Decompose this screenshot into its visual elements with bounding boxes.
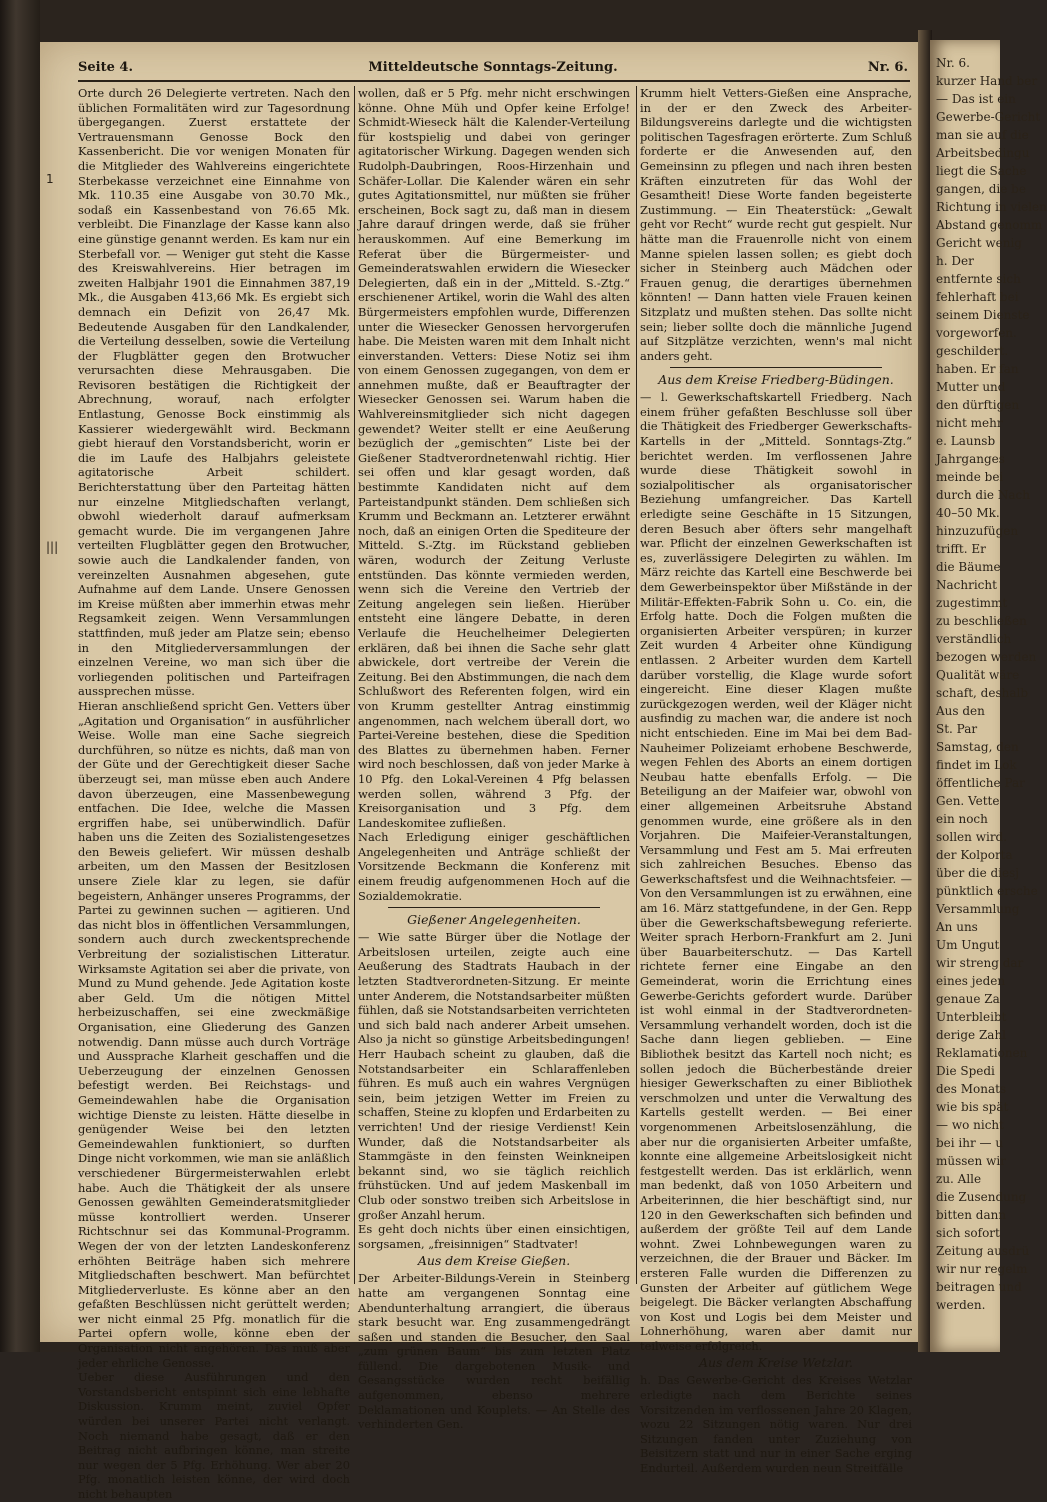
- adjacent-page-line: verständlich: [936, 632, 1012, 646]
- adjacent-page-line: genaue Za: [936, 992, 1000, 1006]
- adjacent-page-line: bezogen werden: [936, 650, 1037, 664]
- page-label: Seite 4.: [78, 60, 133, 75]
- article-column-3: [640, 86, 912, 1476]
- issue-number: Nr. 6.: [867, 60, 908, 75]
- adjacent-page-line: man sie auf die: [936, 128, 1029, 142]
- adjacent-page-line: Nachricht: [936, 578, 997, 592]
- adjacent-page-line: die Bäume: [936, 560, 1001, 574]
- adjacent-page-line: pünktlich ersche: [936, 884, 1038, 898]
- adjacent-page-line: Richtung in vielen: [936, 200, 1047, 214]
- article-column-1: [78, 86, 350, 1501]
- article-paragraph: — l. Gewerkschaftskartell Friedberg. Nach einem früher gefaßten Beschlusse soll über die Thätigkeit des Friedberger Gewerkschafts-Kartells in der „Mitteld. Sonntags-Ztg.“ berichtet werden. Im verflossenen Jahre wurde diese Thätigkeit sowohl in sozialpolitischer als organisatorischer Beziehung umfangreicher. Das Kartell erledigte seine Geschäfte in 15 Sitzungen, deren Besuch aber öfters sehr mangelhaft war. Pflicht der einzelnen Gewerkschaften ist es, zuverlässigere Delegirten zu wählen. Im März reichte das Kartell eine Beschwerde bei dem Gewerbeinspektor über Mißstände in der Militär-Effekten-Fabrik Sohn u. Co. ein, die Erfolg hatte. Doch die Folgen mußten die organisierten Arbeiter verspüren; in kurzer Zeit wurden 4 Arbeiter ohne Kündigung entlassen. 2 Arbeiter wurden dem Kartell darüber vorstellig, die Klage wurde sofort eingereicht. Eine dieser Klagen mußte zurückgezogen werden, weil der Kläger nicht ausfindig zu machen war, die andere ist noch nicht entschieden. Eine im Mai bei dem Bad-Nauheimer Polizeiamt erhobene Beschwerde, wegen Fehlen des Aborts an einem dortigen Neubau hatte ebenfalls Erfolg. — Die Beteiligung an der Maifeier war, obwohl von einer allgemeinen Arbeitsruhe Abstand genommen wurde, eine größere als in den Vorjahren. Die Maifeier-Veranstaltungen, Versammlung und Fest am 5. Mai erfreuten sich zahlreichen Besuches. Ebenso das Gewerkschaftsfest und die Weihnachtsfeier. — Von den Versammlungen ist zu erwähnen, eine am 16. März stattgefundene, in der Gen. Repp über die Gewerkschaftsbewegung referierte. Weiter sprach Herborn-Frankfurt am 2. Juni über Bauarbeiterschutz. — Das Kartell richtete ferner eine Eingabe an den Gemeinderat, worin die Errichtung eines Gewerbe-Gerichts gefordert wurde. Darüber ist wohl einmal in der Stadtverordneten-Versammlung verhandelt worden, doch ist die Sache dann liegen geblieben. — Eine Bibliothek besitzt das Kartell noch nicht; es sollen jedoch die Bücherbestände dreier hiesiger Gewerkschaften zu einer Bibliothek verschmolzen und unter die Verwaltung des Kartells gestellt werden. — Bei einer vorgenommenen Arbeitslosenzählung, die aber nur die organisierten Arbeiter umfaßte, konnte eine allgemeine Arbeitslosigkeit nicht festgestellt werden. Das ist erklärlich, wenn man bedenkt, daß von 1050 Arbeitern und Arbeiterinnen, die hier beschäftigt sind, nur 120 in den Gewerkschaften sich befinden und außerdem der größte Teil auf dem Lande wohnt. Zwei Lohnbewegungen waren zu verzeichnen, die der Brauer und Bäcker. Im ersteren Falle wurden die Differenzen zu Gunsten der Arbeiter auf gütlichem Wege beigelegt. Die Bäcker verlangten Abschaffung von Kost und Logis bei dem Meister und Lohnerhöhung, waren aber damit nur teilweise erfolgreich.: [640, 390, 912, 1353]
- adjacent-page-line: Qualität wäre: [936, 668, 1020, 682]
- article-paragraph: Krumm hielt Vetters-Gießen eine Ansprache, in der er den Zweck des Arbeiter-Bildungsvereins darlegte und die wichtigsten politischen Tagesfragen erörterte. Zum Schluß forderte er die Anwesenden auf, den Gemeinsinn zu pflegen und nach ihren besten Kräften einzutreten für das Wohl der Gesamtheit! Diese Worte fanden begeisterte Zustimmung. — Ein Theaterstück: „Gewalt geht vor Recht“ wurde recht gut gespielt. Nur hätte man die Frauenrolle nicht von einem Manne spielen lassen sollen; es giebt doch sicher in Steinberg auch Mädchen oder Frauen genug, die derartiges übernehmen könnten! — Dann hatten viele Frauen keinen Sitzplatz und mußten stehen. Das sollte nicht sein; lieber sollte doch die männliche Jugend auf Sitzplätze verzichten, wenn's mal nicht anders geht.: [640, 86, 912, 363]
- article-paragraph: Es geht doch nichts über einen einsichtigen, sorgsamen, „freisinnigen“ Stadtvater!: [358, 1222, 630, 1251]
- adjacent-page-line: der Kolporta: [936, 848, 1013, 862]
- adjacent-page-line: findet im Lok: [936, 758, 1017, 772]
- adjacent-page-line: wir nur regelm: [936, 1262, 1028, 1276]
- adjacent-page-line: bitten dann: [936, 1208, 1007, 1222]
- article-column-2: [358, 86, 630, 1432]
- adjacent-page-line: kurzer Hand ber: [936, 74, 1038, 88]
- adjacent-page-line: schaft, deshalb: [936, 686, 1028, 700]
- article-paragraph: wollen, daß er 5 Pfg. mehr nicht erschwingen könne. Ohne Müh und Opfer keine Erfolge! Schmidt-Wieseck hält die Kalender-Verteilung für kostspielig und dabei von geringer agitatorischer Wirkung. Dagegen wenden sich Rudolph-Daubringen, Roos-Hirzenhain und Schäfer-Lollar. Die Kalender wären ein sehr gutes Agitationsmittel, nur müßten sie früher erscheinen, Bock sagt zu, daß man in diesem Jahre darauf dringen werde, daß sie früher herauskommen. Auf eine Bemerkung im Referat über die Bürgermeister- und Gemeinderatswahlen erwidern die Wiesecker Delegierten, daß ein in der „Mitteld. S.-Ztg.“ erschienener Artikel, worin die Wahl des alten Bürgermeisters empfohlen wurde, Differenzen unter die Wiesecker Genossen hervorgerufen habe. Die Meisten waren mit dem Inhalt nicht einverstanden. Vetters: Diese Notiz sei ihm von einem Genossen zugegangen, von dem er annehmen mußte, daß er Beauftragter der Wiesecker Genossen sei. Warum haben die Wahlvereinsmitglieder sich nicht dagegen gewendet? Weiter stellt er eine Aeußerung bezüglich der „gemischten“ Liste bei der Gießener Stadtverordnetenwahl richtig. Hier sei offen und klar gesagt worden, daß bestimmte Kandidaten nicht auf dem Parteistandpunkt ständen. Dem schließen sich Krumm und Beckmann an. Letzterer erwähnt noch, daß an einigen Orten die Spediteure der Mitteld. S.-Ztg. im Rückstand geblieben wären, wodurch der Zeitung Verluste entstünden. Das könnte vermieden werden, wenn sich die Vereine den Vertrieb der Zeitung angelegen sein ließen. Hierüber entsteht eine längere Debatte, in deren Verlaufe die Heuchelheimer Delegierten erklären, daß bei ihnen die Sache sehr glatt abwickele, dort vertreibe der Verein die Zeitung. Bei den Abstimmungen, die nach dem Schlußwort des Referenten folgen, wird ein von Krumm gestellter Antrag einstimmig angenommen, nach welchem überall dort, wo Partei-Vereine bestehen, diese die Spedition des Blattes zu übernehmen haben. Ferner wird noch beschlossen, daß von jeder Marke à 10 Pfg. den Lokal-Vereinen 4 Pfg belassen werden sollen, während 3 Pfg. der Kreisorganisation und 3 Pfg. dem Landeskomitee zufließen.: [358, 86, 630, 830]
- adjacent-page-line: — wo nicht: [936, 1118, 1004, 1132]
- adjacent-page-line: gangen, die be: [936, 182, 1026, 196]
- article-paragraph: h. Das Gewerbe-Gericht des Kreises Wetzlar erledigte nach dem Berichte seines Vorsitzenden im verflossenen Jahre 20 Klagen, wozu 22 Sitzungen nötig waren. Nur drei Sitzungen fanden unter Zuziehung von Beisitzern statt und nur in einer Sache erging Endurteil. Außerdem wurden neun Streitfälle: [640, 1373, 912, 1476]
- article-paragraph: Der Arbeiter-Bildungs-Verein in Steinberg hatte am vergangenen Sonntag eine Abendunterhaltung arrangiert, die überaus stark besucht war. Eng zusammengedrängt saßen und standen die Besucher, den Saal „zum grünen Baum“ bis zum letzten Platz füllend. Die dargebotenen Musik- und Gesangsstücke wurden recht beifällig aufgenommen, ebenso mehrere Deklamationen und Kouplets. — An Stelle des verhinderten Gen.: [358, 1271, 630, 1432]
- adjacent-page-line: An uns: [936, 920, 978, 934]
- adjacent-page-line: hinzuzufügen: [936, 524, 1019, 538]
- adjacent-page-line: fehlerhaft bei: [936, 290, 1019, 304]
- adjacent-page-line: müssen wir: [936, 1154, 1006, 1168]
- running-header: [78, 60, 908, 82]
- article-paragraph: — Wie satte Bürger über die Notlage der Arbeitslosen urteilen, zeigte auch eine Aeußerung des Stadtrats Haubach in der letzten Stadtverordneten-Sitzung. Er meinte unter Anderem, die Notstandsarbeiter müßten fühlen, daß sie Notstandsarbeiten verrichteten und sich bald nach anderer Arbeit umsehen. Also ja nicht so günstige Arbeitsbedingungen! Herr Haubach scheint zu glauben, daß die Notstandsarbeiter ein Schlaraffenleben führen. Es muß auch ein wahres Vergnügen sein, beim jetzigen Wetter im Freien zu schaffen, Steine zu klopfen und Erdarbeiten zu verrichten! Und der riesige Verdienst! Kein Wunder, daß die Notstandsarbeiter als Stammgäste in den feinsten Weinkneipen bekannt sind, wo sie täglich reichlich frühstücken. Und auf jedem Maskenball im Club oder sonstwo treiben sich Arbeitslose in großer Anzahl herum.: [358, 930, 630, 1222]
- adjacent-page-line: e. Launsb: [936, 434, 996, 448]
- adjacent-page-line: seinem Dienste: [936, 308, 1030, 322]
- masthead-title: Mitteldeutsche Sonntags-Zeitung.: [368, 60, 618, 75]
- adjacent-page-line: Versammlung: [936, 902, 1020, 916]
- adjacent-page-line: öffentliche Par: [936, 776, 1025, 790]
- adjacent-page-line: wir streng dar: [936, 956, 1024, 970]
- adjacent-page-line: 40–50 Mk.: [936, 506, 1000, 520]
- adjacent-page-line: entfernte sich: [936, 272, 1021, 286]
- margin-mark-1: 1: [46, 172, 54, 186]
- adjacent-page-line: die Zusendung: [936, 1190, 1027, 1204]
- book-binding: [0, 0, 40, 1352]
- adjacent-page-line: geschildert.: [936, 344, 1009, 358]
- adjacent-page-line: Abstand genomm: [936, 218, 1043, 232]
- adjacent-page-line: zu. Alle: [936, 1172, 982, 1186]
- adjacent-page-line: durch die Nach: [936, 488, 1030, 502]
- adjacent-page-line: nicht mehr: [936, 416, 1003, 430]
- section-rule: [670, 367, 882, 368]
- margin-mark-2: |||: [46, 540, 59, 554]
- adjacent-page-line: Samstag, den: [936, 740, 1019, 754]
- adjacent-page-line: liegt die Sache: [936, 164, 1027, 178]
- section-heading: Gießener Angelegenheiten.: [407, 912, 581, 928]
- adjacent-page-line: Gewerbe-Gericht: [936, 110, 1041, 124]
- adjacent-page-line: Jahrganges: [936, 452, 1005, 466]
- adjacent-page-fragment: [930, 40, 1047, 1352]
- adjacent-page-line: über die diesj: [936, 866, 1019, 880]
- adjacent-page-line: Unterbleibt: [936, 1010, 1007, 1024]
- adjacent-page-line: Aus den: [936, 704, 985, 718]
- article-paragraph: Orte durch 26 Delegierte vertreten. Nach den üblichen Formalitäten wird zur Tagesordnung übergegangen. Zuerst erstattete der Vertrauensmann Genosse Bock den Kassenbericht. Die vor wenigen Monaten für die Mitglieder des Wahlvereins eingerichtete Sterbekasse verzeichnet eine Einnahme von Mk. 110.35 eine Ausgabe von 30.70 Mk., sodaß ein Kassenbestand von 76.65 Mk. verbleibt. Die Finanzlage der Kasse kann also eine günstige genannt werden. Es kam nur ein Sterbefall vor. — Weniger gut steht die Kasse des Kreiswahlvereins. Hier betragen im zweiten Halbjahr 1901 die Einnahmen 387,19 Mk., die Ausgaben 413,66 Mk. Es ergiebt sich demnach ein Defizit von 26,47 Mk. Bedeutende Ausgaben für den Landkalender, die Verteilung desselben, sowie die Verteilung der Flugblätter gegen den Brotwucher verursachten diese Mehrausgaben. Die Revisoren bestätigen die Richtigkeit der Abrechnung, worauf, nach erfolgter Entlastung, Genosse Bock einstimmig als Kassierer wiedergewählt wird. Beckmann giebt hierauf den Vorstandsbericht, worin er die im Laufe des Halbjahrs geleistete agitatorische Arbeit schildert. Berichterstattung über den Parteitag hätten nur einzelne Mitgliedschaften verlangt, obwohl wiederholt darauf aufmerksam gemacht wurde. Die im vergangenen Jahre verteilten Flugblätter gegen den Brotwucher, sowie auch die Landkalender fanden, von vereinzelten Ausnahmen abgesehen, gute Aufnahme auf dem Lande. Unsere Genossen im Kreise müßten aber immerhin etwas mehr Regsamkeit zeigen. Wenn Versammlungen stattfinden, muß jeder am Platze sein; ebenso in den Mitgliederversammlungen der einzelnen Vereine, wo man sich über die vorliegenden politischen und Parteifragen aussprechen müsse.: [78, 86, 350, 699]
- adjacent-page-line: meinde bei: [936, 470, 1004, 484]
- adjacent-page-line: bei ihr — u: [936, 1136, 1004, 1150]
- article-paragraph: Hieran anschließend spricht Gen. Vetters über „Agitation und Organisation“ in ausführlicher Weise. Wolle man eine Sache siegreich durchführen, so nütze es nichts, daß man von der Güte und der Gerechtigkeit dieser Sache überzeugt sei, man müsse eben auch Andere davon überzeugen, eine Massenbewegung entfachen. Die Idee, welche die Massen ergriffen habe, sei unüberwindlich. Dafür haben uns die Zeiten des Sozialistengesetzes den Beweis geliefert. Wir müssen deshalb arbeiten, um den Massen der Besitzlosen unsere Ziele klar zu legen, sie dafür begeistern, Anhänger unseres Programms, der Partei zu gewinnen suchen — agitieren. Und das nicht blos in öffentlichen Versammlungen, sondern auch durch zweckentsprechende Verbreitung der sozialistischen Litteratur. Wirksamste Agitation sei aber die private, von Mund zu Mund gehende. Jede Agitation koste aber Geld. Um die nötigen Mittel herbeizuschaffen, sei eine zweckmäßige Organisation, eine Gliederung des Ganzen notwendig. Dann müsse auch durch Vorträge und Aussprache Klarheit geschaffen und die Ueberzeugung der einzelnen Genossen befestigt werden. Bei Reichstags- und Gemeindewahlen habe die Organisation wichtige Dienste zu leisten. Hätte dieselbe in genügender Weise bei den letzten Gemeindewahlen funktioniert, so durften Dinge nicht vorkommen, wie man sie anläßlich verschiedener Bürgermeisterwahlen erlebt habe. Auch die Thätigkeit der als unsere Genossen gewählten Gemeinderatsmitglieder müsse kontrolliert werden. Unserer Richtschnur sei das Kommunal-Programm. Wegen der von der letzten Landeskonferenz erhöhten Beiträge haben sich mehrere Mitgliedschaften beschwert. Man befürchtet Mitgliederverluste. Es könne aber an den gefaßten Beschlüssen nicht gerüttelt werden; wer nicht einmal 25 Pfg. monatlich für die Partei opfern wolle, könne eben der Organisation nicht angehören. Das muß aber jeder ehrliche Genosse.: [78, 698, 350, 1370]
- adjacent-page-line: Um Ungut: [936, 938, 1000, 952]
- adjacent-page-line: den dürftigen: [936, 398, 1020, 412]
- adjacent-page-line: haben. Er fan: [936, 362, 1019, 376]
- adjacent-page-line: Arbeitsbedingu: [936, 146, 1030, 160]
- section-heading: Aus dem Kreise Friedberg-Büdingen.: [658, 372, 894, 388]
- adjacent-page-line: zugestimmt: [936, 596, 1008, 610]
- adjacent-page-line: Gen. Vette: [936, 794, 1000, 808]
- section-rule: [388, 907, 600, 908]
- adjacent-page-line: sich sofort: [936, 1226, 1000, 1240]
- adjacent-page-line: h. Der: [936, 254, 974, 268]
- section-heading: Aus dem Kreise Gießen.: [417, 1253, 571, 1269]
- adjacent-page-line: ein noch: [936, 812, 988, 826]
- adjacent-page-line: des Monats: [936, 1082, 1007, 1096]
- adjacent-page-line: — Das ist ein: [936, 92, 1016, 106]
- adjacent-page-line: derige Zahl: [936, 1028, 1007, 1042]
- article-paragraph: Ueber diese Ausführungen und den Vorstandsbericht entspinnt sich eine lebhafte Diskussion. Krumm meint, zuviel Opfer würden bei unserer Partei nicht verlangt. Noch niemand habe gesagt, daß er den Beitrag nicht aufbringen könne, man streite nur wegen der 5 Pfg. Erhöhung. Wer aber 20 Pfg. monatlich leisten könne, der wird doch nicht behaupten: [78, 1370, 350, 1501]
- adjacent-page-line: werden.: [936, 1298, 986, 1312]
- adjacent-page-line: Reklamationen: [936, 1046, 1028, 1060]
- adjacent-page-line: Mutter und: [936, 380, 1006, 394]
- column-divider: [636, 86, 637, 1284]
- adjacent-page-line: sollen wird.: [936, 830, 1008, 844]
- adjacent-page-line: Zeitung ausdrü: [936, 1244, 1030, 1258]
- adjacent-page-line: St. Par: [936, 722, 978, 736]
- article-paragraph: Nach Erledigung einiger geschäftlichen Angelegenheiten und Anträge schließt der Vorsitzende Beckmann die Konferenz mit einem freudig aufgenommenen Hoch auf die Sozialdemokratie.: [358, 830, 630, 903]
- adjacent-page-line: Nr. 6.: [936, 56, 970, 70]
- adjacent-page-line: eines jeden: [936, 974, 1006, 988]
- adjacent-page-line: vorgeworfen.: [936, 326, 1017, 340]
- adjacent-page-line: wie bis spät: [936, 1100, 1009, 1114]
- adjacent-page-line: Gericht wenig: [936, 236, 1022, 250]
- adjacent-page-line: trifft. Er: [936, 542, 986, 556]
- header-rule: [78, 80, 910, 82]
- adjacent-page-line: zu beschließen: [936, 614, 1027, 628]
- column-divider: [354, 86, 355, 1284]
- adjacent-page-line: Die Spedi: [936, 1064, 995, 1078]
- adjacent-page-line: beitragen und: [936, 1280, 1022, 1294]
- section-heading: Aus dem Kreise Wetzlar.: [698, 1355, 854, 1371]
